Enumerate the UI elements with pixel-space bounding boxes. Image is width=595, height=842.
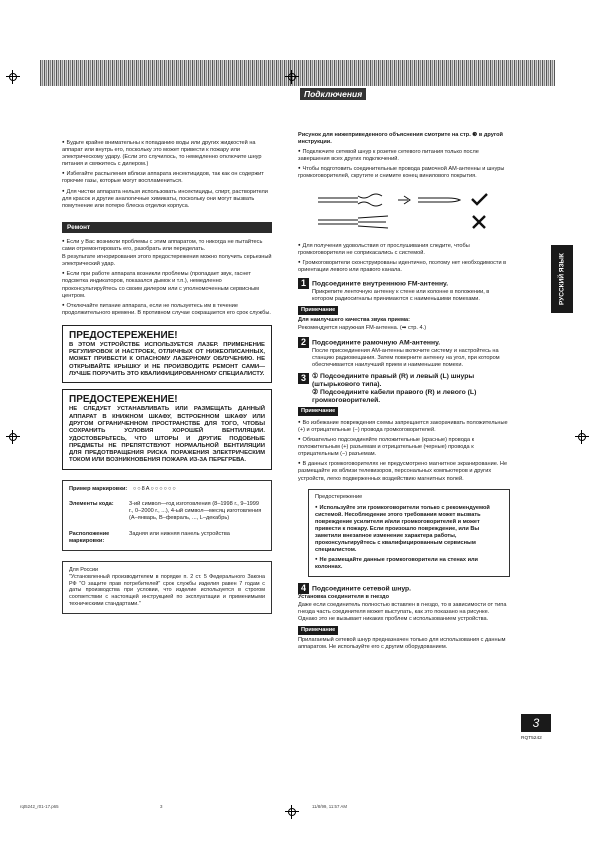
- warning-title: ПРЕДОСТЕРЕЖЕНИЕ!: [69, 329, 178, 341]
- paragraph: В результате игнорирования этого предостережения можно получить серьезный электрический удар.: [62, 254, 272, 268]
- step-number-2: 2: [298, 337, 309, 348]
- registration-mark-icon: [6, 70, 20, 84]
- elements-text: 3-ий символ—год изготовления (8–1998 г., 9–1999 г., 0–2000 г., ...), 4-ый символ—месяц изготовления (A–январь, B–февраль, ..., L–декабрь): [129, 500, 262, 522]
- step-text: Прикрепите ленточную антенну к стене или колонне в положении, в котором радиосигналы принимаются с наименьшими помехами.: [312, 289, 490, 303]
- repair-section-bar: Ремонт: [62, 222, 272, 233]
- note-tag: Примечание: [298, 306, 338, 315]
- bullet-item: ● Будьте крайне внимательны к попаданию воды или других жидкостей на аппарат или внутрь его, поскольку это может привести к пожару или электрическому удару. (Если это случилось, то немедленно отключите шнур питания и свяжитесь с дилером.): [62, 138, 272, 168]
- bullet-item: ● Громкоговорители сконструированы идентично, поэтому нет необходимости в ориентации левого или правого канала.: [298, 258, 510, 274]
- check-icon: [472, 194, 487, 204]
- header-band-right: [290, 60, 555, 86]
- step-number-3: 3: [298, 373, 309, 384]
- bullet-item: ● Если при работе аппарата возникли проблемы (пропадает звук, гаснет подсветка индикаторов, показался дымок и т.п.), немедленно проконсультируйтесь со своим дилером или с уполномоченным сервисным центром.: [62, 269, 272, 299]
- intro-text: Рисунок для нижеприведенного объяснения смотрите на стр. ❸ в другой инструкции.: [298, 132, 503, 146]
- section-title-connections: Подключения: [300, 88, 366, 100]
- note-tag: Примечание: [298, 626, 338, 635]
- bullet-item: ● Во избежание повреждения схемы запрещается закорачивать положительные (+) и отрицательные (−) провода громкоговорителей.: [298, 418, 510, 434]
- note-bold: Для наилучшего качества звука приема:: [298, 317, 411, 324]
- russia-title: Для России: [69, 566, 98, 573]
- step-2: [298, 337, 510, 369]
- step-number-4: 4: [298, 583, 309, 594]
- registration-mark-icon: [285, 805, 299, 819]
- step-title: Подсоедините сетевой шнур.: [312, 584, 412, 592]
- footer-filename: rqt5242_r01-17.p65: [20, 804, 59, 809]
- bullet-item: ● Подключите сетевой шнур к розетке сетевого питания только после завершения всех других подключений.: [298, 147, 510, 163]
- bullet-item: ● В данных громкоговорителях не предусмотрено магнитное экранирование. Не размещайте их вблизи телевизоров, персональных компьютеров и других устройств, легко подверженных воздействию магнитных полей.: [298, 459, 510, 482]
- ventilation-warning-box: [62, 389, 272, 469]
- step-4: [298, 583, 510, 652]
- registration-mark-icon: [6, 430, 20, 444]
- warning-text: В ЭТОМ УСТРОЙСТВЕ ИСПОЛЬЗУЕТСЯ ЛАЗЕР. ПРИМЕНЕНИЕ РЕГУЛИРОВОК И НАСТРОЕК, ОТЛИЧНЫХ ОТ НИЖЕОПИСАННЫХ, МОЖЕТ ПРИВЕСТИ К ОПАСНОМУ ЛАЗЕРНОМУ ОБЛУЧЕНИЮ. НЕ ОТКРЫВАЙТЕ КРЫШКУ И НЕ ПРОИЗВОДИТЕ РЕМОНТ САМИ—ЛУЧШЕ ПОРУЧИТЬ ЭТО КВАЛИФИЦИРОВАННОМУ СПЕЦИАЛИСТУ.: [69, 341, 265, 378]
- bullet-item: ● Если у Вас возникли проблемы с этим аппаратом, то никогда не пытайтесь сами отремонтировать его, разобрать или переделать.: [62, 237, 272, 253]
- location-label: Расположение маркировки:: [69, 530, 110, 544]
- left-column: [62, 138, 272, 614]
- caution-box: [308, 489, 510, 577]
- step-text: После присоединения АМ-антенны включите систему и настройтесь на станцию радиовещания. Затем поверните антенну на угол, при котором обеспечивается наилучший прием и наименьшие помехи.: [312, 347, 500, 368]
- step-title: Подсоедините рамочную АМ-антенну.: [312, 338, 441, 346]
- step-title: Подсоедините внутреннюю FM-антенну.: [312, 280, 449, 288]
- footer-page: 3: [160, 804, 163, 809]
- step-1: [298, 278, 510, 332]
- marking-box: [62, 480, 272, 551]
- document-code: RQT5242: [521, 736, 542, 741]
- cross-icon: [473, 216, 485, 228]
- step-subtitle: Установка соединителя в гнездо: [298, 593, 390, 600]
- step-title-b: ② Подсоедините кабели правого (R) и левого (L) громкоговорителей.: [312, 388, 477, 404]
- marking-label: Пример маркировки:: [69, 485, 128, 492]
- language-tab: РУССКИЙ ЯЗЫК: [551, 245, 573, 313]
- russia-text: "Установленный производителем в порядке п. 2 ст. 5 Федерального Закона РФ "О защите прав потребителей" срок службы изделия равен 7 годам с даты производства при условии, что изделие используется в строгом соответствии с настоящей инструкцией по эксплуатации и применимыми техническими стандартами.": [69, 573, 265, 607]
- header-band-left: [40, 60, 305, 86]
- location-text: Задняя или нижняя панель устройства: [129, 530, 230, 537]
- bullet-item: ● Чтобы подготовить соединительные провода рамочной АМ-антенны и шнуры громкоговорителей, скрутите и снимите конец винилового покрытия.: [298, 164, 510, 180]
- step-title-a: ① Подсоедините правый (R) и левый (L) шнуры (штырькового типа).: [312, 372, 475, 388]
- wire-preparation-diagram: [298, 184, 510, 234]
- bullet-item: ● Для чистки аппарата нельзя использовать инсектициды, спирт, растворители для красок и другие аналогичные химикаты, поскольку они могут вызвать помутнение или потерю блеска отделки корпуса.: [62, 187, 272, 210]
- caution-title: Предостережение: [315, 493, 363, 500]
- bullet-item: ● Используйте эти громкоговорители только с рекомендуемой системой. Несоблюдение этого требования может вызвать повреждение усилителя и/или громкоговорителей и может привести к пожару. Если произошло повреждение, или Вы заметили внезапное изменение характера работы, проконсультируйтесь с квалифицированным сервисным специалистом.: [315, 503, 503, 554]
- note-text: Прилагаемый сетевой шнур предназначен только для использования с данным аппаратом. Не используйте его с другим оборудованием.: [298, 637, 506, 651]
- bullet-item: ● Обязательно подсоединяйте положительные (красные) провода к положительным (+) разъемам и отрицательные (черные) провода к отрицательным (−) разъемам.: [298, 435, 510, 458]
- step-text: Даже если соединитель полностью вставлен в гнездо, то в зависимости от типа гнезда часть соединителя может выступать, как это показано на рисунке. Однако это не вызывает никаких проблем с использованием устройства.: [298, 601, 507, 622]
- laser-warning-box: [62, 325, 272, 383]
- elements-label: Элементы кода:: [69, 500, 114, 507]
- warning-text: НЕ СЛЕДУЕТ УСТАНАВЛИВАТЬ ИЛИ РАЗМЕЩАТЬ ДАННЫЙ АППАРАТ В КНИЖНОМ ШКАФУ, ВСТРОЕННОМ ШКАФУ ИЛИ ДРУГОМ ОГРАНИЧЕННОМ ПРОСТРАНСТВЕ ДЛЯ ТОГО, ЧТОБЫ СОХРАНИТЬ УСЛОВИЯ ХОРОШЕЙ ВЕНТИЛЯЦИИ. УДОСТОВЕРЬТЕСЬ, ЧТО ШТОРЫ И ДРУГИЕ ПОДОБНЫЕ ПРЕДМЕТЫ НЕ ПРЕПЯТСТВУЮТ НОРМАЛЬНОЙ ВЕНТИЛЯЦИИ ДЛЯ ПРЕДОТВРАЩЕНИЯ РИСКА ПОРАЖЕНИЯ ЭЛЕКТРИЧЕСКИМ ТОКОМ ИЛИ ВОЗНИКНОВЕНИЯ ПОЖАРА ИЗ-ЗА ПЕРЕГРЕВА.: [69, 406, 265, 464]
- russia-service-life-box: [62, 561, 272, 614]
- step-number-1: 1: [298, 278, 309, 289]
- registration-mark-icon: [575, 430, 589, 444]
- step-3: [298, 373, 510, 483]
- bullet-item: ● Для получения удовольствия от прослушивания следите, чтобы громкоговорители не соприкасались с системой.: [298, 241, 510, 257]
- bullet-item: ● Избегайте распыления вблизи аппарата инсектицидов, так как он содержит горючие газы, которые могут воспламениться.: [62, 169, 272, 185]
- footer-timestamp: 11/8/99, 11:57 AM: [312, 804, 347, 809]
- warning-title: ПРЕДОСТЕРЕЖЕНИЕ!: [69, 394, 178, 406]
- right-column: [298, 132, 510, 652]
- marking-value: ○○8A○○○○○○: [132, 485, 177, 492]
- note-text: Рекомендуется наружная FM-антенна. (➡ стр. 4.): [298, 325, 427, 332]
- registration-mark-icon: [285, 70, 299, 84]
- bullet-item: ● Отключайте питание аппарата, если не пользуетесь им в течение продолжительного времени. В противном случае сокращается его срок службы.: [62, 301, 272, 317]
- page-number: 3: [521, 714, 551, 732]
- note-tag: Примечание: [298, 407, 338, 416]
- bullet-item: ● Не размещайте данные громкоговорители на стенах или колоннах.: [315, 555, 503, 571]
